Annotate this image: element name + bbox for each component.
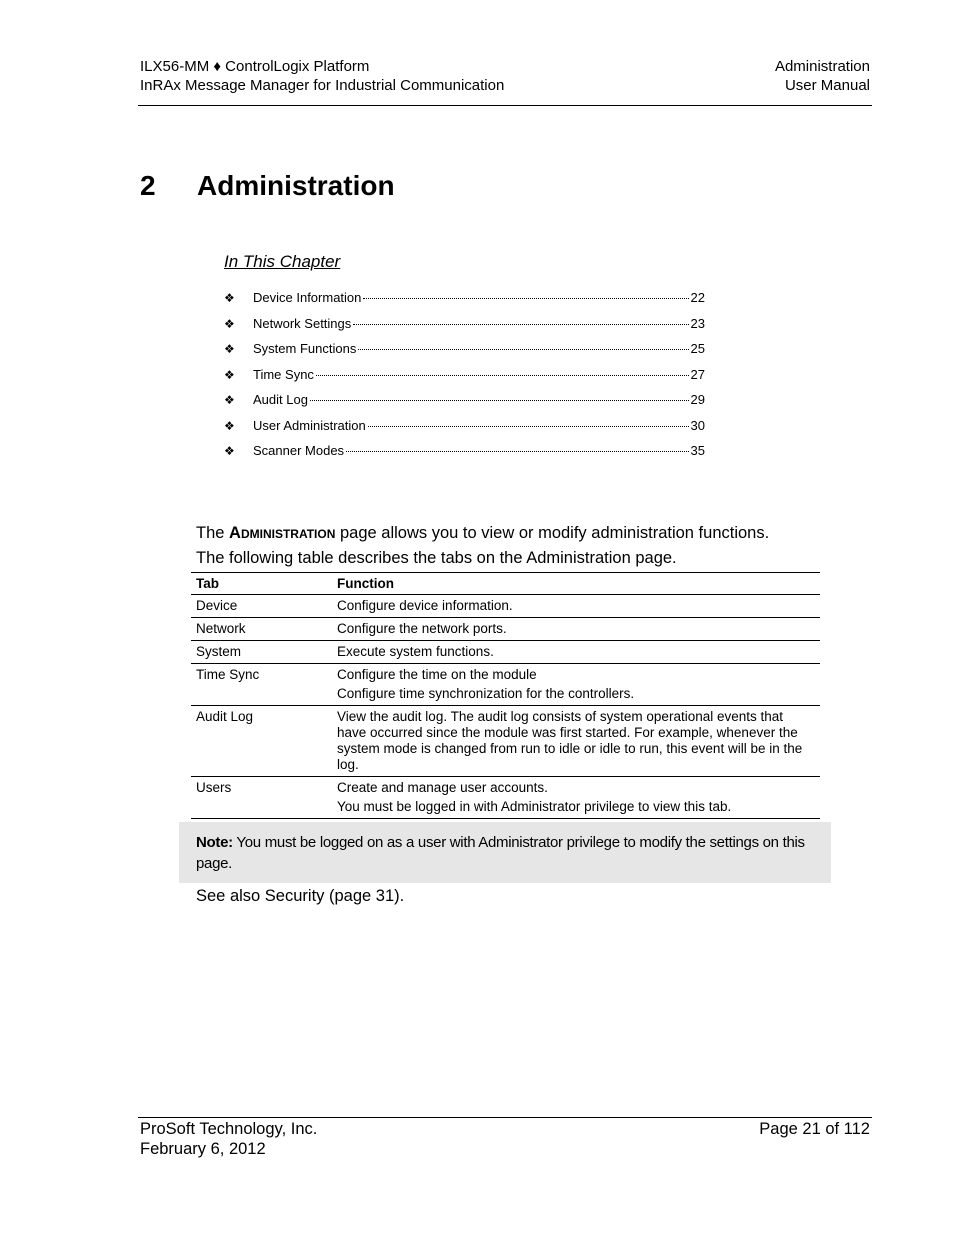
header-rule [138, 105, 872, 106]
toc-item-label: User Administration [253, 417, 366, 433]
table-row [191, 618, 820, 641]
toc-leader-dots [310, 400, 689, 401]
intro-line-2: The following table describes the tabs on the Administration page. [196, 549, 677, 567]
chapter-heading [140, 170, 395, 202]
function-text: Configure the network ports. [337, 621, 507, 636]
toc-item-label: System Functions [253, 341, 357, 356]
page-footer-left [140, 1120, 317, 1159]
toc-item-label: Device Information [253, 290, 362, 305]
diamond-bullet-icon: ❖ [224, 367, 235, 382]
toc-leader-dots [316, 375, 689, 376]
tabs-table [191, 572, 820, 819]
chapter-number: 2 [140, 170, 156, 201]
intro-line-1 [196, 521, 846, 546]
page-header-right [775, 57, 870, 95]
table-row [191, 777, 820, 819]
function-cell [332, 618, 820, 641]
footer-company: ProSoft Technology, Inc. [140, 1120, 318, 1138]
chapter-toc [224, 290, 705, 469]
diamond-bullet-icon: ❖ [224, 342, 235, 356]
function-text: Configure time synchronization for the controllers. [337, 686, 635, 701]
toc-item[interactable] [224, 341, 705, 367]
header-document-type: User Manual [784, 77, 870, 94]
diamond-bullet-icon: ❖ [224, 418, 235, 433]
toc-item-label: Network Settings [253, 315, 352, 331]
toc-leader-dots [358, 349, 688, 350]
toc-item-page: 29 [690, 392, 705, 407]
toc-item-page: 35 [690, 443, 705, 458]
see-also-link[interactable]: See also Security (page 31). [196, 887, 405, 905]
toc-item-page: 27 [690, 366, 705, 382]
table-row [191, 664, 820, 706]
toc-heading: In This Chapter [224, 252, 341, 271]
toc-item-label: Scanner Modes [253, 443, 345, 458]
diamond-bullet-icon: ❖ [224, 393, 235, 407]
tab-name-cell: Device [191, 595, 332, 618]
function-text: Configure the time on the module [337, 667, 537, 682]
chapter-title: Administration [197, 170, 395, 201]
function-text: View the audit log. The audit log consists of system operational events that have occurred since the module was first started. For example, whenever the system mode is changed from run to idle or idle to run, this event will be in the log. [337, 709, 803, 772]
toc-item[interactable] [224, 316, 705, 342]
header-product-line: ILX56-MM ♦ ControlLogix Platform [140, 58, 370, 75]
diamond-bullet-icon: ❖ [224, 316, 235, 331]
note-box [179, 822, 831, 883]
function-cell [332, 595, 820, 618]
toc-leader-dots [353, 324, 688, 325]
tab-name-cell: Time Sync [191, 664, 332, 706]
function-text: Create and manage user accounts. [337, 780, 548, 795]
table-body [191, 595, 820, 819]
toc-leader-dots [363, 298, 688, 299]
tab-name-cell: System [191, 641, 332, 664]
footer-date: February 6, 2012 [140, 1139, 266, 1158]
intro-prefix: The [196, 524, 230, 542]
footer-rule [138, 1117, 872, 1118]
footer-page-number: Page 21 of 112 [759, 1120, 870, 1138]
intro-keyword: Administration [229, 524, 336, 542]
toc-item-label: Time Sync [253, 366, 314, 382]
function-text: Execute system functions. [337, 644, 494, 659]
function-cell [332, 664, 820, 706]
intro-suffix: page allows you to view or modify administration functions. [335, 524, 770, 542]
toc-item[interactable] [224, 443, 705, 469]
header-tab: Tab [191, 573, 332, 595]
toc-leader-dots [346, 451, 688, 452]
note-text [196, 832, 811, 874]
toc-item-page: 23 [690, 315, 705, 331]
header-product-name: InRAx Message Manager for Industrial Communication [140, 77, 505, 94]
tab-name-cell: Audit Log [191, 706, 332, 777]
function-text: Configure device information. [337, 598, 513, 613]
toc-item-label: Audit Log [253, 392, 308, 407]
table-header-row [191, 573, 820, 595]
toc-item-page: 22 [690, 290, 705, 305]
tab-name-cell: Network [191, 618, 332, 641]
toc-item-page: 25 [690, 341, 705, 356]
toc-leader-dots [368, 426, 689, 427]
intro-paragraph [196, 521, 846, 571]
diamond-bullet-icon: ❖ [224, 291, 235, 305]
header-section: Administration [774, 58, 870, 75]
toc-item[interactable] [224, 367, 705, 393]
function-cell [332, 706, 820, 777]
header-function: Function [332, 573, 820, 595]
note-body: You must be logged on as a user with Administrator privilege to modify the settings on this page. [196, 834, 805, 872]
toc-item[interactable] [224, 418, 705, 444]
page-header-left [140, 57, 504, 95]
toc-item[interactable] [224, 290, 705, 316]
toc-item[interactable] [224, 392, 705, 418]
diamond-bullet-icon: ❖ [224, 444, 235, 458]
table-row [191, 706, 820, 777]
table-row [191, 641, 820, 664]
note-label: Note: [196, 834, 233, 851]
toc-item-page: 30 [690, 417, 705, 433]
tab-name-cell: Users [191, 777, 332, 819]
function-text: You must be logged in with Administrator privilege to view this tab. [337, 799, 732, 814]
function-cell [332, 777, 820, 819]
function-cell [332, 641, 820, 664]
table-row [191, 595, 820, 618]
